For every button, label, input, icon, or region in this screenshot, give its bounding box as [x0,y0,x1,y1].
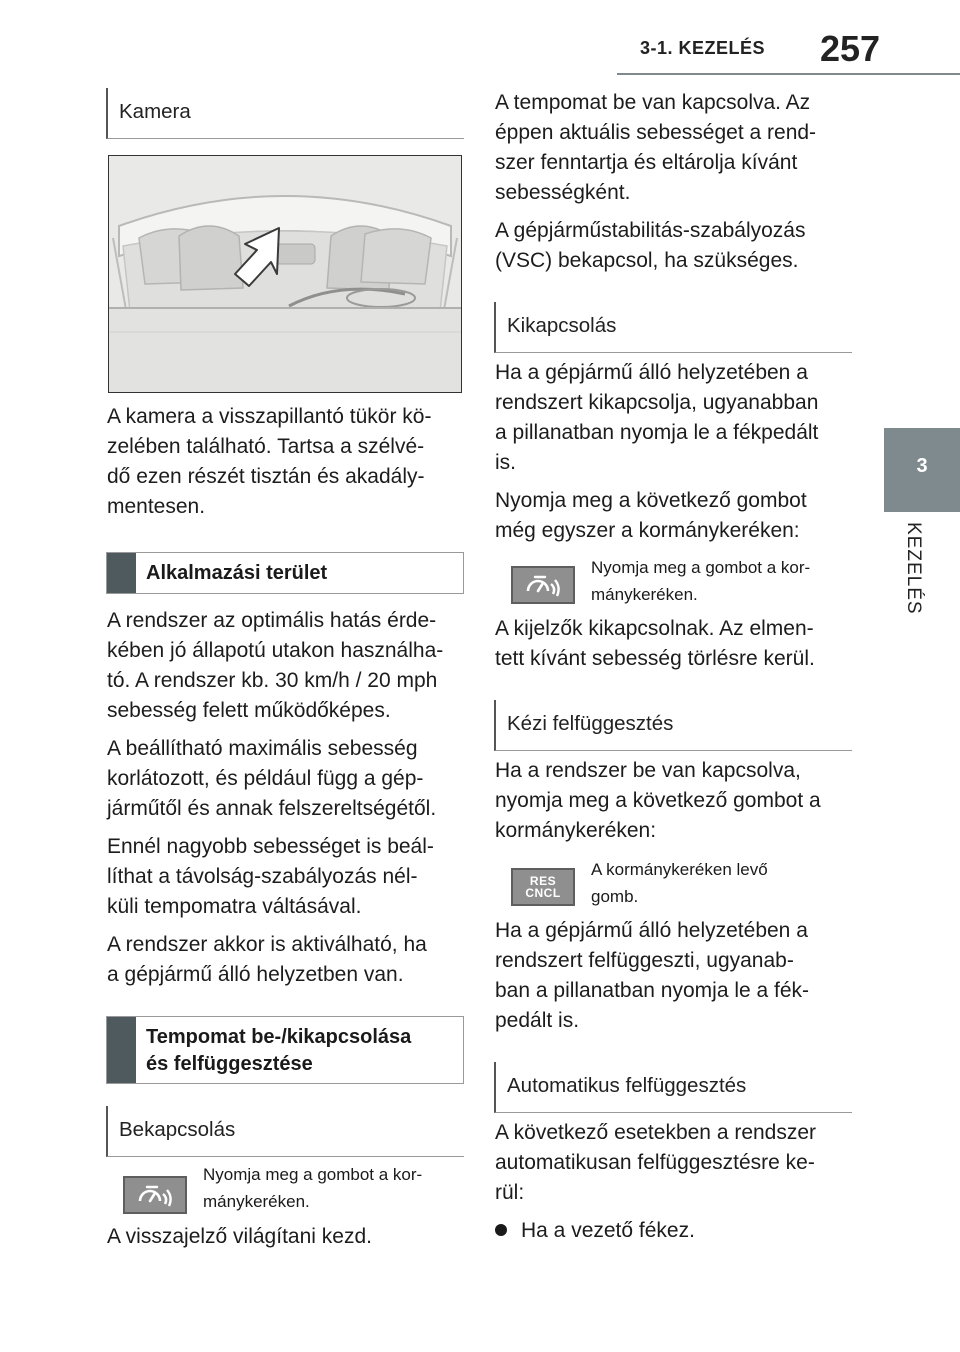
heading-line: Tempomat be-/kikapcsolása [146,1026,412,1048]
scope-paragraphs [107,606,469,998]
text-line: éppen aktuális sebességet a rend- [495,121,817,144]
text-line: pedált is. [495,1009,580,1032]
cruise-control-button-on [123,1176,187,1214]
camera-heading-text: Kamera [119,100,191,123]
text-line: A gépjárműstabilitás-szabályozás [495,219,806,242]
caption-line: Nyomja meg a gombot a kor- [203,1165,423,1184]
switch-off-heading [494,302,852,353]
text-line: A tempomat be van kapcsolva. Az [495,91,811,114]
auto-suspend-heading [494,1062,852,1113]
text-line: sebességként. [495,181,631,204]
caption-line: gomb. [591,887,639,906]
switch-on-heading [106,1106,464,1157]
chapter-number: 3 [916,455,928,477]
manual-suspend-after [495,916,855,1036]
text-line: rül: [495,1181,525,1204]
text-line: automatikusan felfüggesztésre ke- [495,1151,815,1174]
switch-on-button-caption [203,1161,465,1215]
text-line: A rendszer az optimális hatás érde- [107,609,437,632]
bullet-item [495,1216,855,1246]
switch-off-button-caption [591,554,853,608]
switch-on-text: A visszajelző világítani kezd. [107,1225,372,1248]
paragraph [107,832,469,922]
text-line: ban a pillanatban nyomja le a fék- [495,979,810,1002]
intro-paragraphs [495,88,855,284]
paragraph [495,88,855,208]
text-line: sebesség felett működőképes. [107,699,391,722]
heading-bar [107,553,136,593]
text-line: küli tempomatra váltásával. [107,895,362,918]
text-line: A kijelzők kikapcsolnak. Az elmen- [495,617,814,640]
cruise-control-button-off [511,566,575,604]
text-line: A beállítható maximális sebesség [107,737,418,760]
text-line: kormánykeréken: [495,819,657,842]
text-line: korlátozott, és például függ a gép- [107,767,424,790]
caption-line: A kormánykeréken levő [591,860,768,879]
chapter-label [902,522,942,632]
manual-suspend-text [495,756,855,846]
switch-off-heading-text: Kikapcsolás [507,314,617,337]
camera-heading [106,88,464,139]
text-line: (VSC) bekapcsol, ha szükséges. [495,249,799,272]
text-line: a gépjármű álló helyzetben van. [107,963,404,986]
camera-location-illustration [109,156,461,392]
text-line: rendszert kikapcsolja, ugyanabban [495,391,819,414]
camera-figure [108,155,462,393]
cruise-control-steering-icon [135,1182,175,1208]
text-line: a pillanatban nyomja le a fékpedált [495,421,819,444]
text-line: Ha a gépjármű álló helyzetében a [495,919,808,942]
chapter-label-text: KEZELÉS [903,522,924,615]
text-line: zelében található. Tartsa a szélvé- [107,435,425,458]
res-label: RES [529,874,557,888]
switch-on-heading-text: Bekapcsolás [119,1118,236,1141]
paragraph [107,734,469,824]
text-line: A rendszer akkor is aktiválható, ha [107,933,427,956]
text-line: A következő esetekben a rendszer [495,1121,817,1144]
text-line: szer fenntartja és eltárolja kívánt [495,151,798,174]
switch-off-paragraphs [495,358,855,554]
heading-line: és felfüggesztése [146,1053,313,1075]
text-line: kében jó állapotú utakon használha- [107,639,444,662]
heading-bar [107,1017,136,1083]
auto-suspend-heading-text: Automatikus felfüggesztés [507,1074,747,1097]
text-line: Ennél nagyobb sebességet is beál- [107,835,434,858]
res-cncl-button [511,868,575,906]
text-line: Nyomja meg a következő gombot [495,489,807,512]
paragraph [495,216,855,276]
bullet-icon [495,1224,507,1236]
paragraph [495,486,855,546]
manual-suspend-heading [494,700,852,751]
paragraph [107,606,469,726]
text-line: is. [495,451,516,474]
switch-off-after [495,614,855,674]
manual-suspend-heading-text: Kézi felfüggesztés [507,712,674,735]
text-line: tett kívánt sebesség törlésre kerül. [495,647,815,670]
text-line: Ha a rendszer be van kapcsolva, [495,759,801,782]
text-line: járműtől és annak felszereltségétől. [107,797,437,820]
scope-heading [106,552,464,594]
bullet-text: Ha a vezető fékez. [521,1219,695,1242]
scope-heading-text: Alkalmazási terület [146,562,328,584]
onoff-heading-text [136,1017,421,1083]
text-line: líthat a távolság-szabályozás nél- [107,865,418,888]
cncl-label: CNCL [525,886,561,900]
caption-line: mánykeréken. [591,585,698,604]
res-button-caption [591,856,853,910]
text-line: A kamera a visszapillantó tükör kö- [107,405,432,428]
text-line: nyomja meg a következő gombot a [495,789,821,812]
cruise-control-steering-icon [523,572,563,598]
header-rule [617,73,960,75]
text-line: még egyszer a kormánykeréken: [495,519,800,542]
page-number: 257 [820,28,881,69]
text-line: tó. A rendszer kb. 30 km/h / 20 mph [107,669,438,692]
text-line: mentesen. [107,495,206,518]
section-title: 3-1. KEZELÉS [640,38,766,58]
onoff-heading [106,1016,464,1084]
auto-suspend-text [495,1118,855,1246]
text-line: Ha a gépjármű álló helyzetében a [495,361,808,384]
paragraph [107,930,469,990]
text-line: rendszert felfüggeszti, ugyanab- [495,949,794,972]
text-line: dő ezen részét tisztán és akadály- [107,465,425,488]
camera-paragraph [107,402,467,522]
paragraph [495,358,855,478]
caption-line: mánykeréken. [203,1192,310,1211]
caption-line: Nyomja meg a gombot a kor- [591,558,811,577]
